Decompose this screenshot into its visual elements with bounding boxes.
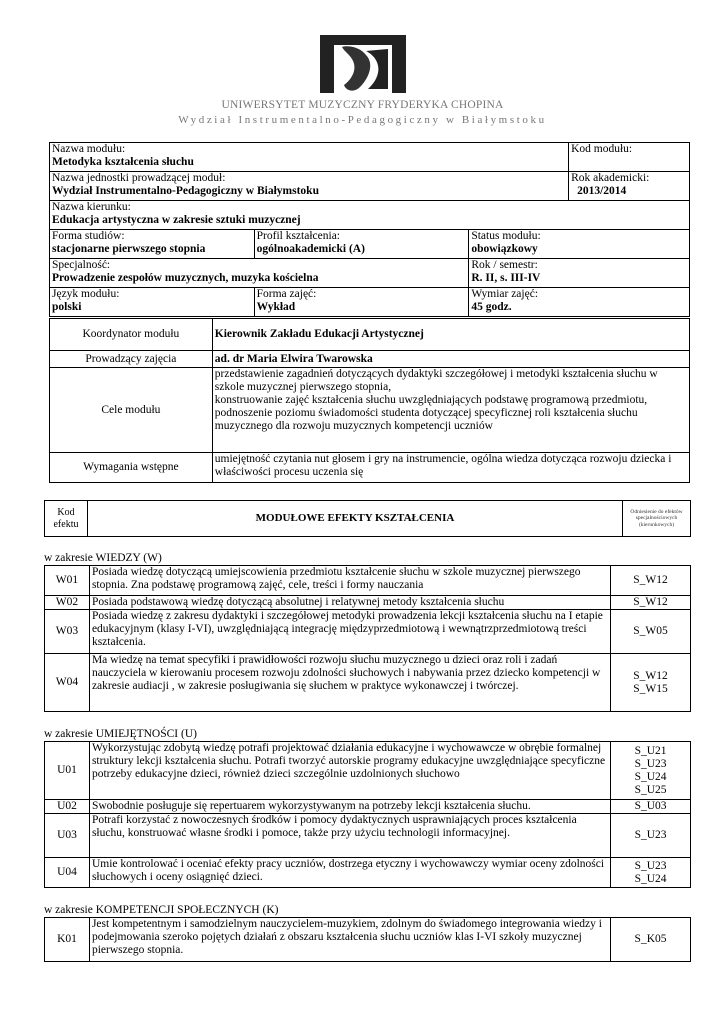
classform-label: Forma zajęć: [256, 288, 317, 300]
effect-code: U01 [45, 742, 90, 800]
requirements-label: Wymagania wstępne [50, 453, 213, 483]
status-cell [469, 230, 690, 259]
specialty-value: Prowadzenie zespołów muzycznych, muzyka kościelna [52, 272, 319, 284]
table-row [45, 742, 691, 800]
hours-value: 45 godz. [471, 301, 512, 313]
semester-cell [469, 259, 690, 288]
effect-text: Ma wiedzę na temat specyfiki i prawidłowości rozwoju słuchu muzycznego u dzieci oraz roli i zadań nauczyciela w kierowaniu procesem rozwoju zdolności słuchowych i nabywania przez dziecko kompetencji w zakresie audiacji , w zakresie posługiwania się słuchem w praktyce wykonawczej i twórczej. [89, 654, 610, 712]
effect-ref: S_U21 S_U23 S_U24 S_U25 [611, 742, 691, 800]
language-value: polski [52, 301, 82, 313]
skills-heading: w zakresie UMIEJĘTNOŚCI (U) [44, 728, 197, 740]
effect-text: Posiada wiedzę dotyczącą umiejscowienia przedmiotu kształcenie słuchu w szkole muzycznej pierwszego stopnia. Zna podstawę programową zajęć, cele, treści i formy nauczania [89, 566, 610, 596]
form-label: Forma studiów: [52, 230, 125, 242]
module-name-label: Nazwa modułu: [52, 143, 126, 155]
effect-code: W03 [45, 610, 90, 654]
skills-table [44, 741, 691, 888]
form-value: stacjonarne pierwszego stopnia [52, 243, 206, 255]
effect-ref: S_K05 [611, 918, 691, 962]
language-cell [50, 288, 255, 317]
unit-cell [50, 172, 569, 201]
profile-value: ogólnoakademicki (A) [256, 243, 365, 255]
effect-ref: S_U23 [611, 814, 691, 858]
effect-text: Potrafi korzystać z nowoczesnych środków i pomocy dydaktycznych usprawniających proces kształcenia słuchu, konstruować własne środki i pomoce, także przy użyciu technologii informacyjnej. [89, 814, 610, 858]
competence-heading: w zakresie KOMPETENCJI SPOŁECZNYCH (K) [44, 904, 279, 916]
language-label: Język modułu: [52, 288, 120, 300]
table-row [45, 654, 691, 712]
effect-ref-header: Odniesienie do efektów specjalnościowych (kierunkowych) [623, 501, 691, 537]
effect-code: U02 [45, 800, 90, 814]
effect-code: W01 [45, 566, 90, 596]
specialty-label: Specjalność: [52, 259, 111, 271]
competence-table [44, 917, 691, 962]
module-name-cell [50, 143, 569, 172]
effect-text: Umie kontrolować i oceniać efekty pracy uczniów, dostrzega etyczny i wychowawczy wymiar oceny zdolności słuchowych i oceny osiągnięć dzieci. [89, 858, 610, 888]
profile-cell [254, 230, 469, 259]
table-row [45, 566, 691, 596]
unit-label: Nazwa jednostki prowadzącej moduł: [52, 172, 226, 184]
effect-code: U03 [45, 814, 90, 858]
knowledge-table [44, 565, 691, 712]
table-row [45, 858, 691, 888]
effect-code-header: Kod efektu [45, 501, 88, 537]
module-details-table [49, 318, 690, 483]
hours-cell [469, 288, 690, 317]
field-cell [50, 201, 690, 230]
status-value: obowiązkowy [471, 243, 538, 255]
module-code-label: Kod modułu: [571, 143, 633, 155]
effect-text: Posiada podstawową wiedzę dotyczącą absolutnej i relatywnej metody kształcenia słuchu [89, 596, 610, 610]
effect-text: Swobodnie posługuje się repertuarem wykorzystywanym na potrzeby lekcji kształcenia słuchu. [89, 800, 610, 814]
table-row [45, 610, 691, 654]
goals-label: Cele modułu [50, 368, 213, 453]
effect-ref: S_W12 S_W15 [611, 654, 691, 712]
semester-label: Rok / semestr: [471, 259, 538, 271]
effect-ref: S_W12 [611, 596, 691, 610]
coordinator-label: Koordynator modułu [50, 319, 213, 351]
effects-title: MODUŁOWE EFEKTY KSZTAŁCENIA [87, 501, 622, 537]
module-name-value: Metodyka kształcenia słuchu [52, 156, 194, 168]
status-label: Status modułu: [471, 230, 541, 242]
effect-code: U04 [45, 858, 90, 888]
year-value: 2013/2014 [577, 185, 627, 197]
specialty-cell [50, 259, 469, 288]
table-row [45, 800, 691, 814]
effect-text: Wykorzystując zdobytą wiedzę potrafi projektować działania edukacyjne i wychowawcze w obrębie formalnej struktury lekcji kształcenia słuchu. Potrafi tworzyć autorskie programy edukacyjne uwzględniające specyficzne potrzeby edukacyjne dzieci, również dzieci szczególnie uzdolnionych słuchowo [89, 742, 610, 800]
effect-code: W04 [45, 654, 90, 712]
year-label: Rok akademicki: [571, 172, 650, 184]
effect-ref: S_U23 S_U24 [611, 858, 691, 888]
requirements-value: umiejętność czytania nut głosem i gry na instrumencie, ogólna wiedza dotycząca rozwoju dziecka i właściwości procesu uczenia się [212, 453, 689, 483]
table-row [45, 814, 691, 858]
classform-value: Wykład [256, 301, 296, 313]
effect-ref: S_U03 [611, 800, 691, 814]
semester-value: R. II, s. III-IV [471, 272, 541, 284]
field-label: Nazwa kierunku: [52, 201, 131, 213]
coordinator-value: Kierownik Zakładu Edukacji Artystycznej [212, 319, 689, 351]
effect-text: Posiada wiedzę z zakresu dydaktyki i szczegółowej metodyki prowadzenia lekcji kształcenia słuchu na I etapie edukacyjnym (klasy I-VI), uwzględniającą integrację międzyprzedmiotową i wewnątrzprzedmiotową treści kształcenia. [89, 610, 610, 654]
effect-ref: S_W12 [611, 566, 691, 596]
faculty-name: Wydział Instrumentalno-Pedagogiczny w Białymstoku [178, 114, 547, 126]
unit-value: Wydział Instrumentalno-Pedagogiczny w Białymstoku [52, 185, 319, 197]
teacher-label: Prowadzący zajęcia [50, 351, 213, 368]
year-cell [569, 172, 690, 201]
university-logo-icon [318, 33, 408, 95]
form-cell [50, 230, 255, 259]
effect-code: W02 [45, 596, 90, 610]
effects-header-table [44, 500, 691, 537]
knowledge-heading: w zakresie WIEDZY (W) [44, 552, 162, 564]
hours-label: Wymiar zajęć: [471, 288, 539, 300]
field-value: Edukacja artystyczna w zakresie sztuki muzycznej [52, 214, 301, 226]
module-info-table [49, 142, 690, 317]
module-code-cell [569, 143, 690, 172]
effect-text: Jest kompetentnym i samodzielnym nauczycielem-muzykiem, zdolnym do świadomego integrowania wiedzy i podejmowania szeroko pojętych działań z obszaru kształcenia słuchu uczniów klas I-VI szkoły muzycznej pierwszego stopnia. [89, 918, 610, 962]
profile-label: Profil kształcenia: [256, 230, 340, 242]
table-row [45, 918, 691, 962]
goals-value: przedstawienie zagadnień dotyczących dydaktyki szczegółowej i metodyki kształcenia słuchu w szkole muzycznej pierwszego stopnia, konstruowanie zajęć kształcenia słuchu uwzględniających podstawę programową przedmiotu, podnoszenie poziomu świadomości studenta dotyczącej specyficznej roli kształcenia słuchu muzycznego dla rozwoju muzycznych kompetencji uczniów [212, 368, 689, 453]
classform-cell [254, 288, 469, 317]
effect-code: K01 [45, 918, 90, 962]
effect-ref: S_W05 [611, 610, 691, 654]
table-row [45, 596, 691, 610]
university-name: UNIWERSYTET MUZYCZNY FRYDERYKA CHOPINA [221, 99, 504, 111]
teacher-value: ad. dr Maria Elwira Twarowska [212, 351, 689, 368]
